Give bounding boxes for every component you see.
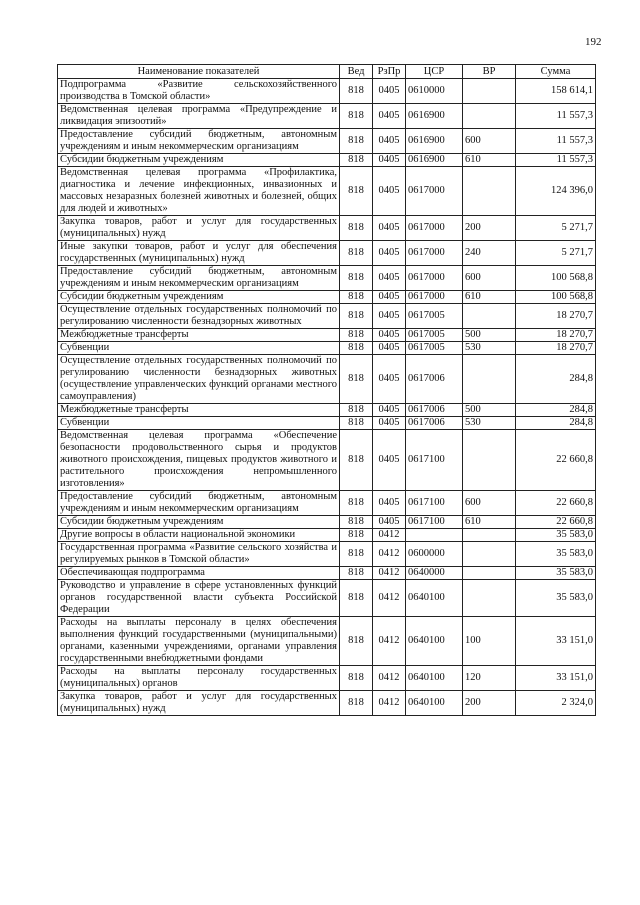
cell-rzpr: 0405 — [373, 79, 406, 104]
budget-table — [57, 64, 596, 716]
cell-rzpr: 0405 — [373, 430, 406, 491]
cell-vr: 530 — [463, 417, 516, 430]
cell-sum: 22 660,8 — [516, 430, 596, 491]
cell-ved: 818 — [340, 104, 373, 129]
cell-csr: 0640100 — [406, 666, 463, 691]
cell-sum: 124 396,0 — [516, 167, 596, 216]
header-name: Наименование показателей — [58, 65, 340, 79]
cell-sum: 35 583,0 — [516, 580, 596, 617]
cell-sum: 18 270,7 — [516, 329, 596, 342]
cell-name: Субсидии бюджетным учреждениям — [58, 154, 340, 167]
cell-vr: 200 — [463, 691, 516, 716]
cell-csr: 0617100 — [406, 516, 463, 529]
table-row — [58, 691, 596, 716]
cell-ved: 818 — [340, 417, 373, 430]
cell-rzpr: 0405 — [373, 329, 406, 342]
cell-vr: 600 — [463, 129, 516, 154]
header-vr: ВР — [463, 65, 516, 79]
cell-sum: 33 151,0 — [516, 617, 596, 666]
cell-name: Предоставление субсидий бюджетным, автономным учреждениям и иным некоммерческим организациям — [58, 129, 340, 154]
table-row — [58, 216, 596, 241]
cell-rzpr: 0405 — [373, 417, 406, 430]
cell-sum: 18 270,7 — [516, 304, 596, 329]
cell-name: Закупка товаров, работ и услуг для государственных (муниципальных) нужд — [58, 691, 340, 716]
cell-csr: 0617000 — [406, 291, 463, 304]
cell-sum: 2 324,0 — [516, 691, 596, 716]
cell-csr: 0617000 — [406, 241, 463, 266]
cell-vr: 200 — [463, 216, 516, 241]
table-row — [58, 516, 596, 529]
cell-rzpr: 0405 — [373, 216, 406, 241]
cell-csr: 0610000 — [406, 79, 463, 104]
cell-sum: 11 557,3 — [516, 129, 596, 154]
cell-rzpr: 0405 — [373, 241, 406, 266]
cell-name: Осуществление отдельных государственных полномочий по регулированию численности безнадзорных животных (осуществление управленческих функций органами местного самоуправления) — [58, 355, 340, 404]
table-row — [58, 79, 596, 104]
table-row — [58, 567, 596, 580]
table-row — [58, 491, 596, 516]
cell-ved: 818 — [340, 154, 373, 167]
cell-name: Ведомственная целевая программа «Предупреждение и ликвидация эпизоотий» — [58, 104, 340, 129]
table-row — [58, 417, 596, 430]
table-row — [58, 266, 596, 291]
cell-ved: 818 — [340, 542, 373, 567]
cell-csr: 0617000 — [406, 167, 463, 216]
cell-rzpr: 0405 — [373, 266, 406, 291]
cell-vr: 120 — [463, 666, 516, 691]
cell-sum: 284,8 — [516, 404, 596, 417]
cell-sum: 100 568,8 — [516, 291, 596, 304]
cell-rzpr: 0405 — [373, 129, 406, 154]
table-header-row — [58, 65, 596, 79]
cell-csr: 0617000 — [406, 266, 463, 291]
cell-ved: 818 — [340, 266, 373, 291]
cell-ved: 818 — [340, 404, 373, 417]
cell-sum: 35 583,0 — [516, 529, 596, 542]
cell-name: Субвенции — [58, 342, 340, 355]
cell-ved: 818 — [340, 79, 373, 104]
header-rzpr: РзПр — [373, 65, 406, 79]
cell-ved: 818 — [340, 430, 373, 491]
cell-vr — [463, 580, 516, 617]
cell-vr — [463, 167, 516, 216]
cell-csr — [406, 529, 463, 542]
cell-vr: 530 — [463, 342, 516, 355]
cell-name: Субвенции — [58, 417, 340, 430]
cell-vr: 500 — [463, 404, 516, 417]
cell-vr: 240 — [463, 241, 516, 266]
cell-name: Предоставление субсидий бюджетным, автономным учреждениям и иным некоммерческим организациям — [58, 266, 340, 291]
cell-rzpr: 0412 — [373, 567, 406, 580]
cell-vr: 610 — [463, 154, 516, 167]
cell-csr: 0617100 — [406, 491, 463, 516]
cell-name: Предоставление субсидий бюджетным, автономным учреждениям и иным некоммерческим организациям — [58, 491, 340, 516]
table-row — [58, 529, 596, 542]
cell-rzpr: 0412 — [373, 666, 406, 691]
table-row — [58, 104, 596, 129]
cell-rzpr: 0405 — [373, 491, 406, 516]
cell-csr: 0616900 — [406, 104, 463, 129]
table-row — [58, 129, 596, 154]
cell-sum: 158 614,1 — [516, 79, 596, 104]
cell-ved: 818 — [340, 342, 373, 355]
cell-vr — [463, 304, 516, 329]
cell-name: Межбюджетные трансферты — [58, 404, 340, 417]
cell-csr: 0617006 — [406, 417, 463, 430]
cell-csr: 0640100 — [406, 617, 463, 666]
cell-rzpr: 0405 — [373, 104, 406, 129]
cell-ved: 818 — [340, 666, 373, 691]
cell-csr: 0640100 — [406, 691, 463, 716]
cell-sum: 35 583,0 — [516, 567, 596, 580]
cell-csr: 0617005 — [406, 329, 463, 342]
cell-ved: 818 — [340, 329, 373, 342]
table-row — [58, 404, 596, 417]
cell-vr: 610 — [463, 291, 516, 304]
cell-vr: 100 — [463, 617, 516, 666]
cell-csr: 0600000 — [406, 542, 463, 567]
cell-sum: 284,8 — [516, 417, 596, 430]
cell-ved: 818 — [340, 617, 373, 666]
cell-rzpr: 0405 — [373, 167, 406, 216]
cell-vr: 610 — [463, 516, 516, 529]
cell-rzpr: 0412 — [373, 529, 406, 542]
table-row — [58, 167, 596, 216]
cell-csr: 0617005 — [406, 342, 463, 355]
cell-name: Расходы на выплаты персоналу государственных (муниципальных) органов — [58, 666, 340, 691]
cell-vr — [463, 79, 516, 104]
cell-sum: 18 270,7 — [516, 342, 596, 355]
cell-sum: 5 271,7 — [516, 216, 596, 241]
cell-ved: 818 — [340, 691, 373, 716]
cell-csr: 0617000 — [406, 216, 463, 241]
cell-csr: 0617006 — [406, 355, 463, 404]
cell-name: Закупка товаров, работ и услуг для государственных (муниципальных) нужд — [58, 216, 340, 241]
cell-name: Обеспечивающая подпрограмма — [58, 567, 340, 580]
cell-ved: 818 — [340, 304, 373, 329]
cell-name: Ведомственная целевая программа «Обеспечение безопасности продовольственного сырья и продуктов животного происхождения, пищевых продуктов животного и растительного происхождения непромышленного изготовления» — [58, 430, 340, 491]
cell-rzpr: 0405 — [373, 404, 406, 417]
table-row — [58, 580, 596, 617]
cell-ved: 818 — [340, 567, 373, 580]
cell-sum: 11 557,3 — [516, 154, 596, 167]
cell-vr: 500 — [463, 329, 516, 342]
cell-name: Осуществление отдельных государственных полномочий по регулированию численности безнадзорных животных — [58, 304, 340, 329]
cell-name: Государственная программа «Развитие сельского хозяйства и регулируемых рынков в Томской области» — [58, 542, 340, 567]
table-row — [58, 355, 596, 404]
cell-csr: 0617100 — [406, 430, 463, 491]
table-row — [58, 154, 596, 167]
cell-ved: 818 — [340, 216, 373, 241]
table-row — [58, 617, 596, 666]
table-row — [58, 430, 596, 491]
cell-vr: 600 — [463, 266, 516, 291]
table-row — [58, 342, 596, 355]
header-ved: Вед — [340, 65, 373, 79]
cell-csr: 0640000 — [406, 567, 463, 580]
cell-ved: 818 — [340, 355, 373, 404]
cell-vr — [463, 529, 516, 542]
table-row — [58, 291, 596, 304]
cell-rzpr: 0405 — [373, 304, 406, 329]
cell-ved: 818 — [340, 516, 373, 529]
cell-rzpr: 0412 — [373, 580, 406, 617]
table-row — [58, 329, 596, 342]
cell-name: Субсидии бюджетным учреждениям — [58, 291, 340, 304]
cell-name: Руководство и управление в сфере установленных функций органов государственной власти субъекта Российской Федерации — [58, 580, 340, 617]
cell-rzpr: 0405 — [373, 291, 406, 304]
table-row — [58, 241, 596, 266]
cell-sum: 284,8 — [516, 355, 596, 404]
cell-sum: 22 660,8 — [516, 491, 596, 516]
cell-name: Субсидии бюджетным учреждениям — [58, 516, 340, 529]
cell-sum: 11 557,3 — [516, 104, 596, 129]
cell-name: Расходы на выплаты персоналу в целях обеспечения выполнения функций государственными (муниципальными) органами, казенными учреждениями, органами управления государственными внебюджетными фондами — [58, 617, 340, 666]
cell-rzpr: 0412 — [373, 691, 406, 716]
table-row — [58, 304, 596, 329]
cell-rzpr: 0412 — [373, 542, 406, 567]
cell-ved: 818 — [340, 580, 373, 617]
cell-name: Подпрограмма «Развитие сельскохозяйственного производства в Томской области» — [58, 79, 340, 104]
cell-ved: 818 — [340, 167, 373, 216]
cell-ved: 818 — [340, 529, 373, 542]
cell-ved: 818 — [340, 241, 373, 266]
cell-name: Ведомственная целевая программа «Профилактика, диагностика и лечение инфекционных, инвазионных и массовых незаразных болезней животных и болезней, общих для людей и животных» — [58, 167, 340, 216]
cell-rzpr: 0405 — [373, 342, 406, 355]
cell-name: Другие вопросы в области национальной экономики — [58, 529, 340, 542]
cell-rzpr: 0405 — [373, 355, 406, 404]
cell-rzpr: 0412 — [373, 617, 406, 666]
cell-sum: 5 271,7 — [516, 241, 596, 266]
cell-vr — [463, 430, 516, 491]
cell-rzpr: 0405 — [373, 154, 406, 167]
cell-csr: 0640100 — [406, 580, 463, 617]
table-row — [58, 542, 596, 567]
cell-csr: 0617006 — [406, 404, 463, 417]
cell-vr — [463, 355, 516, 404]
cell-csr: 0616900 — [406, 154, 463, 167]
cell-vr — [463, 567, 516, 580]
cell-csr: 0617005 — [406, 304, 463, 329]
cell-vr: 600 — [463, 491, 516, 516]
cell-vr — [463, 542, 516, 567]
cell-sum: 33 151,0 — [516, 666, 596, 691]
page-number: 192 — [585, 36, 602, 48]
cell-rzpr: 0405 — [373, 516, 406, 529]
cell-name: Иные закупки товаров, работ и услуг для обеспечения государственных (муниципальных) нужд — [58, 241, 340, 266]
cell-vr — [463, 104, 516, 129]
header-csr: ЦСР — [406, 65, 463, 79]
cell-name: Межбюджетные трансферты — [58, 329, 340, 342]
header-sum: Сумма — [516, 65, 596, 79]
cell-ved: 818 — [340, 491, 373, 516]
cell-sum: 22 660,8 — [516, 516, 596, 529]
cell-sum: 100 568,8 — [516, 266, 596, 291]
table-row — [58, 666, 596, 691]
cell-sum: 35 583,0 — [516, 542, 596, 567]
cell-ved: 818 — [340, 291, 373, 304]
cell-ved: 818 — [340, 129, 373, 154]
cell-csr: 0616900 — [406, 129, 463, 154]
